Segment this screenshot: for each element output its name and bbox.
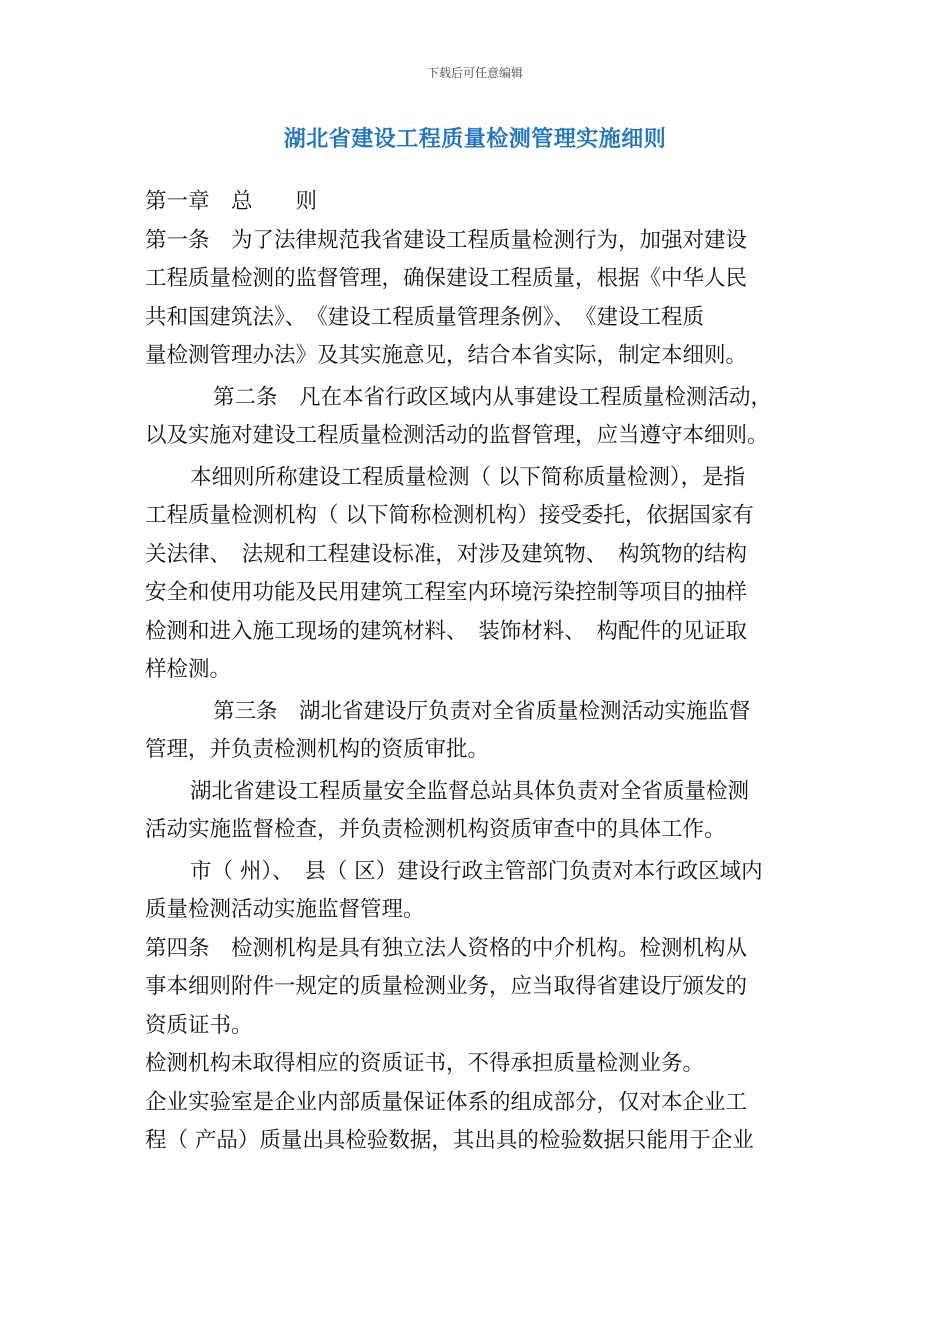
paragraph-line: 湖北省建设工程质量安全监督总站具体负责对全省质量检测 <box>190 778 750 804</box>
paragraph-line: 第三条 湖北省建设厅负责对全省质量检测活动实施监督 <box>213 698 751 724</box>
paragraph-line: 检测和进入施工现场的建筑材料、 装饰材料、 构配件的见证取 <box>145 618 748 644</box>
paragraph-line: 检测机构未取得相应的资质证书，不得承担质量检测业务。 <box>145 1051 705 1076</box>
paragraph-line: 程（ 产品）质量出具检验数据，其出具的检验数据只能用于企业 <box>145 1128 754 1153</box>
document-title: 湖北省建设工程质量检测管理实施细则 <box>283 127 667 152</box>
paragraph-line: 活动实施监督检查，并负责检测机构资质审查中的具体工作。 <box>145 817 726 842</box>
paragraph-line: 资质证书。 <box>145 1012 253 1038</box>
paragraph-line: 工程质量检测的监督管理，确保建设工程质量，根据《中华人民 <box>145 266 748 291</box>
paragraph-line: 市（ 州）、 县（ 区）建设行政主管部门负责对本行政区域内 <box>190 858 763 884</box>
chapter-heading: 第一章 总 则 <box>145 189 318 214</box>
paragraph-line: 工程质量检测机构（ 以下简称检测机构）接受委托，依据国家有 <box>145 503 754 528</box>
paragraph-line: 质量检测活动实施监督管理。 <box>145 897 425 922</box>
paragraph-line: 企业实验室是企业内部质量保证体系的组成部分，仅对本企业工 <box>145 1089 748 1115</box>
paragraph-line: 管理，并负责检测机构的资质审批。 <box>145 737 490 762</box>
paragraph-line: 量检测管理办法》及其实施意见，结合本省实际，制定本细则。 <box>145 343 748 368</box>
paragraph-line: 关法律、 法规和工程建设标准，对涉及建筑物、 构筑物的结构 <box>145 541 748 567</box>
paragraph-line: 安全和使用功能及民用建筑工程室内环境污染控制等项目的抽样 <box>145 580 748 605</box>
paragraph-line: 本细则所称建设工程质量检测（ 以下简称质量检测），是指 <box>190 464 746 490</box>
paragraph-line: 事本细则附件一规定的质量检测业务，应当取得省建设厅颁发的 <box>145 974 748 999</box>
paragraph-line: 第二条 凡在本省行政区域内从事建设工程质量检测活动， <box>213 384 773 410</box>
paragraph-line: 共和国建筑法》、 《建设工程质量管理条例》、 《建设工程质 <box>145 304 705 330</box>
paragraph-line: 第四条 检测机构是具有独立法人资格的中介机构。检测机构从 <box>145 935 748 961</box>
document-body <box>145 183 810 1161</box>
header-note: 下载后可任意编辑 <box>426 66 523 80</box>
paragraph-line: 样检测。 <box>145 657 232 682</box>
paragraph-line: 以及实施对建设工程质量检测活动的监督管理，应当遵守本细则。 <box>145 423 769 448</box>
paragraph-line: 第一条 为了法律规范我省建设工程质量检测行为，加强对建设 <box>145 227 748 253</box>
